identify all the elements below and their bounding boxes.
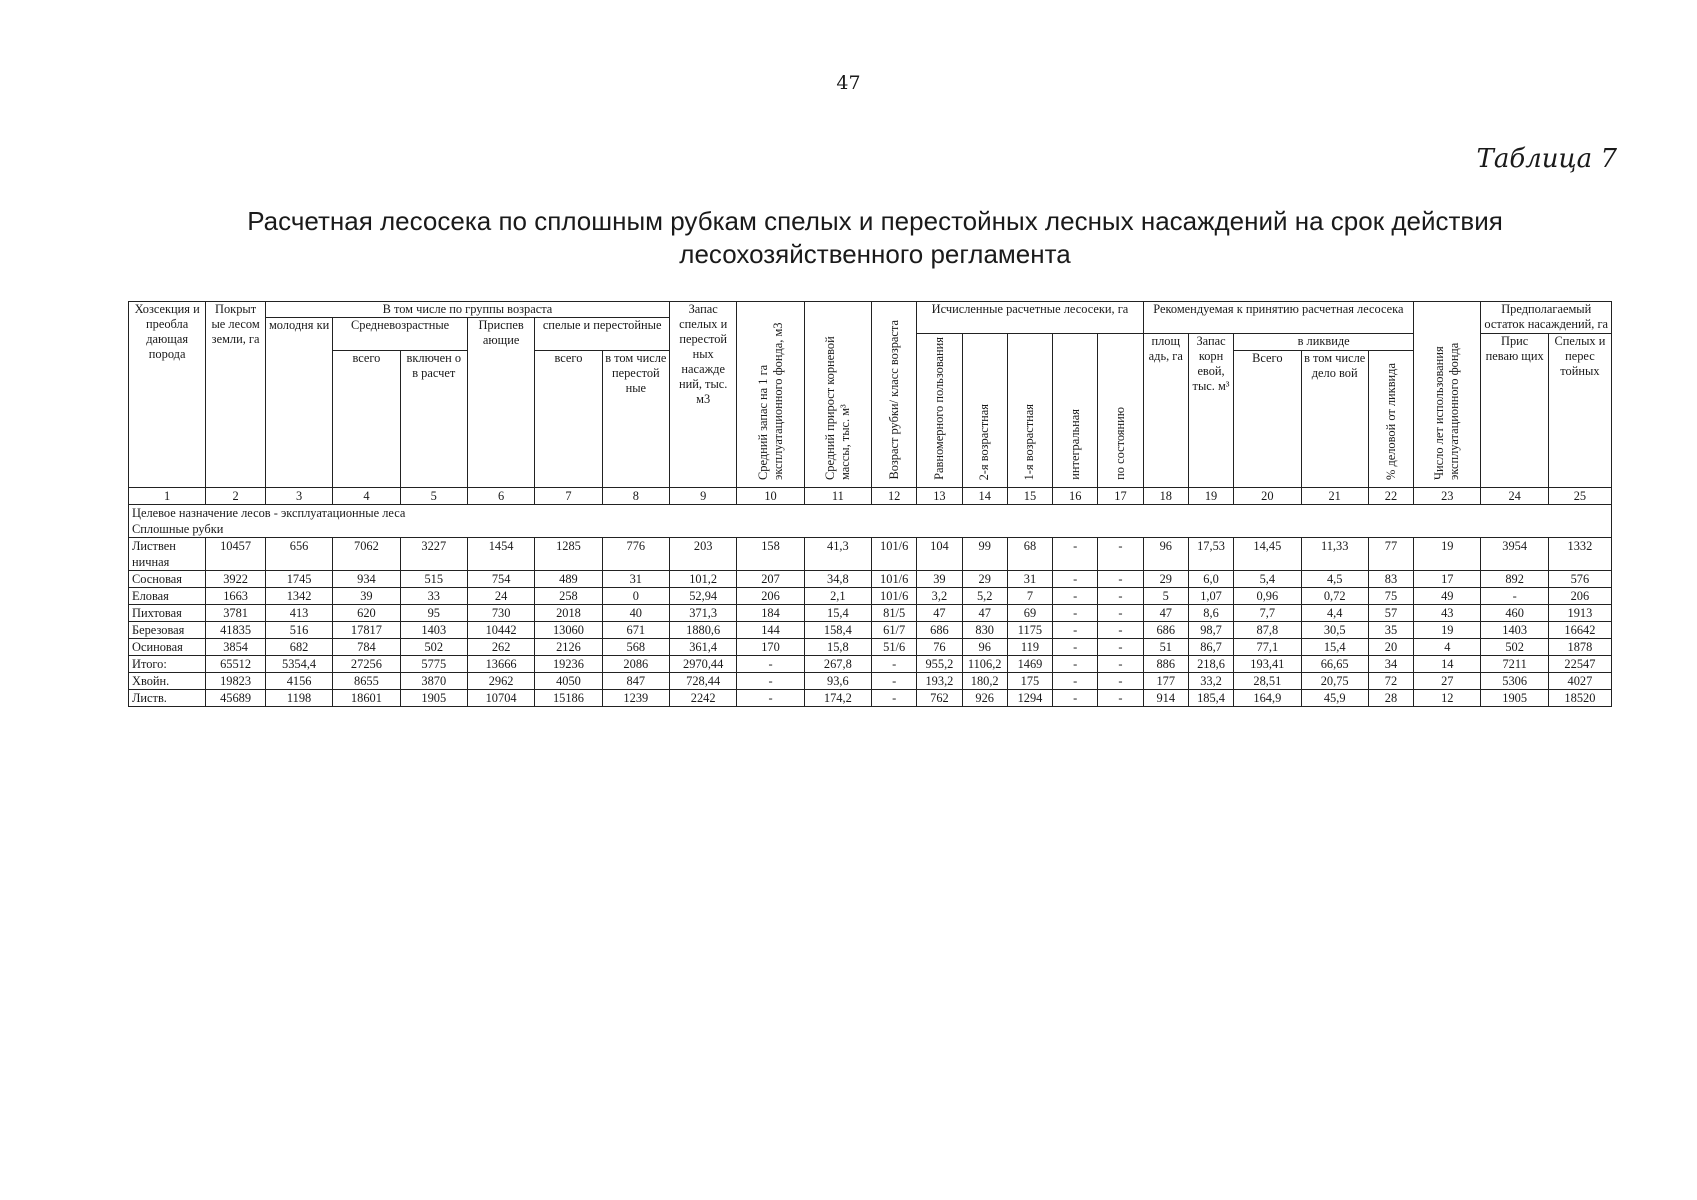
table-cell: 2962 [467,672,534,689]
header-liquid-business: в том числе дело вой [1301,351,1368,488]
table-cell: - [1053,570,1098,587]
table-cell: 568 [602,638,669,655]
table-cell: 18520 [1548,689,1611,706]
table-cell: 95 [400,604,467,621]
header-middle-total: всего [333,351,400,488]
column-number: 12 [872,487,917,504]
table-cell: 3854 [206,638,266,655]
table-cell: 371,3 [670,604,737,621]
column-number: 18 [1143,487,1188,504]
table-cell: 45689 [206,689,266,706]
table-cell: - [1053,689,1098,706]
table-cell: 193,41 [1234,655,1301,672]
table-cell: 3954 [1481,537,1548,570]
row-species: Осиновая [129,638,206,655]
table-cell: 18601 [333,689,400,706]
table-cell: 66,65 [1301,655,1368,672]
header-premature: Приспев ающие [467,318,534,488]
table-cell: 35 [1368,621,1413,638]
table-cell: 27256 [333,655,400,672]
table-cell: 5 [1143,587,1188,604]
table-cell: - [737,655,804,672]
table-cell: 3781 [206,604,266,621]
header-middle-aged: Средневозрастные [333,318,468,351]
table-row [129,655,1612,672]
table-cell: 955,2 [917,655,962,672]
table-cell: 69 [1007,604,1052,621]
table-cell: 75 [1368,587,1413,604]
table-cell: - [1053,638,1098,655]
table-cell: - [1098,604,1143,621]
table-cell: - [1098,655,1143,672]
table-cell: 776 [602,537,669,570]
table-cell: 17,53 [1188,537,1233,570]
table-cell: - [1053,672,1098,689]
header-calculated-cuttings: Исчисленные расчетные лесосеки, га [917,302,1143,334]
table-cell: 158 [737,537,804,570]
table-cell: 39 [917,570,962,587]
table-cell: - [1098,638,1143,655]
header-uniform-use: Равномерного пользования [917,334,962,488]
row-species: Пихтовая [129,604,206,621]
table-cell: 515 [400,570,467,587]
header-liquid-total: Всего [1234,351,1301,488]
table-cell: 5306 [1481,672,1548,689]
table-cell: 98,7 [1188,621,1233,638]
table-cell: 2086 [602,655,669,672]
column-number: 7 [535,487,602,504]
column-number: 11 [804,487,871,504]
table-cell: 686 [1143,621,1188,638]
table-cell: 1469 [1007,655,1052,672]
table-cell: 206 [737,587,804,604]
header-by-condition: по состоянию [1098,334,1143,488]
table-cell: 10457 [206,537,266,570]
table-cell: 43 [1414,604,1481,621]
table-cell: 31 [602,570,669,587]
table-cell: 218,6 [1188,655,1233,672]
table-cell: 158,4 [804,621,871,638]
table-cell: 175 [1007,672,1052,689]
table-row [129,537,1612,570]
table-cell: 99 [962,537,1007,570]
column-number: 20 [1234,487,1301,504]
table-cell: 1294 [1007,689,1052,706]
row-species: Листв. [129,689,206,706]
column-number: 24 [1481,487,1548,504]
document-title: Расчетная лесосека по сплошным рубкам спелых и перестойных лесных насаждений на срок действия лесохозяйственного регламента [247,206,1503,269]
table-cell: 31 [1007,570,1052,587]
table-cell: 81/5 [872,604,917,621]
table-cell: 7062 [333,537,400,570]
table-cell: 29 [1143,570,1188,587]
table-cell: 19823 [206,672,266,689]
table-cell: 28,51 [1234,672,1301,689]
table-cell: 847 [602,672,669,689]
table-cell: 1332 [1548,537,1611,570]
table-cell: 620 [333,604,400,621]
column-number: 9 [670,487,737,504]
table-cell: - [1053,655,1098,672]
table-cell: 5354,4 [265,655,332,672]
table-cell: 1106,2 [962,655,1007,672]
table-cell: 1239 [602,689,669,706]
table-cell: 886 [1143,655,1188,672]
table-cell: 4156 [265,672,332,689]
header-young: молодня ки [265,318,332,488]
table-row [129,570,1612,587]
table-cell: 754 [467,570,534,587]
column-number: 19 [1188,487,1233,504]
table-cell: 76 [917,638,962,655]
table-cell: 101/6 [872,570,917,587]
column-number: 14 [962,487,1007,504]
table-cell: 77,1 [1234,638,1301,655]
column-number: 6 [467,487,534,504]
table-cell: 682 [265,638,332,655]
table-cell: 5,2 [962,587,1007,604]
table-cell: 14,45 [1234,537,1301,570]
table-cell: 193,2 [917,672,962,689]
section-label: Целевое назначение лесов - эксплуатационные леса Сплошные рубки [129,504,1612,537]
header-age-groups: В том числе по группы возраста [265,302,669,318]
table-cell: 1,07 [1188,587,1233,604]
table-cell: 17 [1414,570,1481,587]
table-cell: 72 [1368,672,1413,689]
page-number: 47 [836,72,861,94]
header-remainder-premature: Прис певаю щих [1481,334,1548,488]
table-cell: 12 [1414,689,1481,706]
table-cell: 52,94 [670,587,737,604]
row-species: Еловая [129,587,206,604]
table-cell: 96 [1143,537,1188,570]
forest-harvest-table [128,301,1612,707]
header-years-of-use: Число лет использования эксплуатационного фонда [1414,302,1481,488]
table-cell: 3227 [400,537,467,570]
table-cell: - [1481,587,1548,604]
column-number: 17 [1098,487,1143,504]
table-cell: 206 [1548,587,1611,604]
table-cell: 4050 [535,672,602,689]
header-recommended-cutting: Рекомендуемая к принятию расчетная лесосека [1143,302,1414,334]
table-cell: 47 [917,604,962,621]
table-cell: 0,72 [1301,587,1368,604]
table-cell: 656 [265,537,332,570]
header-first-age: 1-я возрастная [1007,334,1052,488]
table-cell: 34,8 [804,570,871,587]
table-cell: 184 [737,604,804,621]
table-cell: 15,4 [804,604,871,621]
table-cell: 39 [333,587,400,604]
table-label: Таблица 7 [1476,144,1617,174]
table-cell: 361,4 [670,638,737,655]
table-cell: 61/7 [872,621,917,638]
table-cell: - [1053,604,1098,621]
table-cell: 1342 [265,587,332,604]
table-cell: 86,7 [1188,638,1233,655]
table-cell: - [1098,689,1143,706]
table-cell: 177 [1143,672,1188,689]
table-cell: 1913 [1548,604,1611,621]
table-cell: 1878 [1548,638,1611,655]
column-number: 16 [1053,487,1098,504]
table-cell: 4,4 [1301,604,1368,621]
section-row [129,504,1612,537]
table-cell: 164,9 [1234,689,1301,706]
table-cell: - [1098,537,1143,570]
header-liquid: в ликвиде [1234,334,1414,351]
header-mature-total: всего [535,351,602,488]
table-row [129,638,1612,655]
table-cell: 27 [1414,672,1481,689]
table-cell: 4027 [1548,672,1611,689]
header-forest-section: Хозсекция и преобла дающая порода [129,302,206,488]
header-area: площ адь, га [1143,334,1188,488]
table-row [129,621,1612,638]
table-cell: 49 [1414,587,1481,604]
table-cell: 1905 [400,689,467,706]
table-cell: 892 [1481,570,1548,587]
table-cell: 1663 [206,587,266,604]
table-row [129,587,1612,604]
header-covered-area: Покрыт ые лесом земли, га [206,302,266,488]
header-mature-overmature: спелые и перестойные [535,318,670,351]
table-cell: 1745 [265,570,332,587]
table-cell: 1454 [467,537,534,570]
table-cell: 10442 [467,621,534,638]
table-cell: 207 [737,570,804,587]
table-cell: - [872,689,917,706]
table-cell: 1403 [1481,621,1548,638]
table-cell: 267,8 [804,655,871,672]
table-cell: 4,5 [1301,570,1368,587]
table-cell: 576 [1548,570,1611,587]
table-cell: 28 [1368,689,1413,706]
table-cell: 7,7 [1234,604,1301,621]
table-cell: 22547 [1548,655,1611,672]
table-cell: 19 [1414,621,1481,638]
table-cell: 262 [467,638,534,655]
column-number: 22 [1368,487,1413,504]
table-cell: 4 [1414,638,1481,655]
column-number: 21 [1301,487,1368,504]
table-row [129,604,1612,621]
table-cell: - [1053,621,1098,638]
table-cell: 40 [602,604,669,621]
row-species: Хвойн. [129,672,206,689]
table-cell: 2242 [670,689,737,706]
table-cell: 47 [1143,604,1188,621]
table-cell: - [872,655,917,672]
table-cell: 20 [1368,638,1413,655]
table-cell: 170 [737,638,804,655]
table-cell: 17817 [333,621,400,638]
table-cell: - [1098,621,1143,638]
table-cell: 45,9 [1301,689,1368,706]
column-numbers-row [129,487,1612,504]
table-cell: - [737,689,804,706]
table-cell: 1905 [1481,689,1548,706]
header-mature-overmature-incl: в том числе перестой ные [602,351,669,488]
header-cutting-age: Возраст рубки/ класс возраста [872,302,917,488]
table-cell: 3922 [206,570,266,587]
table-cell: 1198 [265,689,332,706]
table-cell: 8,6 [1188,604,1233,621]
table-cell: 93,6 [804,672,871,689]
row-species: Березовая [129,621,206,638]
header-avg-stock-per-ha: Средний запас на 1 га эксплуатационного фонда, м3 [737,302,804,488]
table-cell: 24 [467,587,534,604]
table-cell: 10704 [467,689,534,706]
table-cell: 101/6 [872,537,917,570]
table-cell: 830 [962,621,1007,638]
table-cell: 144 [737,621,804,638]
table-cell: 2,1 [804,587,871,604]
table-cell: 51 [1143,638,1188,655]
table-cell: 784 [333,638,400,655]
table-cell: 174,2 [804,689,871,706]
table-cell: 33 [400,587,467,604]
table-cell: 5775 [400,655,467,672]
header-business-percent: % деловой от ликвида [1368,351,1413,488]
table-cell: 1403 [400,621,467,638]
table-cell: 33,2 [1188,672,1233,689]
table-cell: 502 [1481,638,1548,655]
table-cell: 30,5 [1301,621,1368,638]
column-number: 25 [1548,487,1611,504]
table-cell: 20,75 [1301,672,1368,689]
table-cell: 77 [1368,537,1413,570]
table-cell: 11,33 [1301,537,1368,570]
column-number: 3 [265,487,332,504]
table-cell: 185,4 [1188,689,1233,706]
table-cell: 7 [1007,587,1052,604]
table-cell: - [872,672,917,689]
table-cell: 1880,6 [670,621,737,638]
table-cell: 96 [962,638,1007,655]
table-cell: 34 [1368,655,1413,672]
table-cell: 730 [467,604,534,621]
table-cell: 516 [265,621,332,638]
header-integral: интегральная [1053,334,1098,488]
header-remainder: Предполагаемый остаток насаждений, га [1481,302,1612,334]
column-number: 5 [400,487,467,504]
column-number: 2 [206,487,266,504]
table-cell: 934 [333,570,400,587]
table-cell: 502 [400,638,467,655]
header-middle-included: включен о в расчет [400,351,467,488]
column-number: 13 [917,487,962,504]
table-cell: 15186 [535,689,602,706]
header-root-stock: Запас корн евой, тыс. м³ [1188,334,1233,488]
table-cell: 3870 [400,672,467,689]
table-cell: 2018 [535,604,602,621]
table-cell: 728,44 [670,672,737,689]
table-cell: 15,4 [1301,638,1368,655]
row-species: Листвен ничная [129,537,206,570]
table-row [129,672,1612,689]
column-number: 10 [737,487,804,504]
column-number: 8 [602,487,669,504]
row-species: Итого: [129,655,206,672]
column-number: 1 [129,487,206,504]
table-cell: 83 [1368,570,1413,587]
table-cell: 686 [917,621,962,638]
table-cell: 0,96 [1234,587,1301,604]
table-cell: 41835 [206,621,266,638]
table-cell: 2126 [535,638,602,655]
row-species: Сосновая [129,570,206,587]
table-cell: 7211 [1481,655,1548,672]
table-cell: 19236 [535,655,602,672]
table-cell: 104 [917,537,962,570]
table-cell: 3,2 [917,587,962,604]
table-cell: 489 [535,570,602,587]
table-cell: 1285 [535,537,602,570]
column-number: 4 [333,487,400,504]
header-remainder-mature: Спелых и перес тойных [1548,334,1611,488]
table-cell: 57 [1368,604,1413,621]
table-cell: - [1053,537,1098,570]
table-cell: 460 [1481,604,1548,621]
table-cell: 29 [962,570,1007,587]
table-cell: 41,3 [804,537,871,570]
table-cell: 101,2 [670,570,737,587]
table-cell: 47 [962,604,1007,621]
column-number: 23 [1414,487,1481,504]
table-cell: 413 [265,604,332,621]
table-cell: 926 [962,689,1007,706]
table-cell: 68 [1007,537,1052,570]
table-cell: 914 [1143,689,1188,706]
table-cell: 2970,44 [670,655,737,672]
table-cell: 6,0 [1188,570,1233,587]
table-cell: 65512 [206,655,266,672]
table-cell: 119 [1007,638,1052,655]
table-cell: 258 [535,587,602,604]
table-cell: 19 [1414,537,1481,570]
table-row [129,689,1612,706]
table-cell: 87,8 [1234,621,1301,638]
table-cell: 101/6 [872,587,917,604]
header-avg-increment: Средний прирост корневой массы, тыс. м³ [804,302,871,488]
table-cell: 16642 [1548,621,1611,638]
table-body [129,537,1612,706]
table-cell: 15,8 [804,638,871,655]
column-number: 15 [1007,487,1052,504]
table-cell: - [1098,587,1143,604]
table-cell: 51/6 [872,638,917,655]
table-cell: 0 [602,587,669,604]
header-second-age: 2-я возрастная [962,334,1007,488]
table-cell: 203 [670,537,737,570]
table-cell: - [1098,570,1143,587]
table-cell: - [1098,672,1143,689]
table-cell: 8655 [333,672,400,689]
table-cell: 5,4 [1234,570,1301,587]
header-mature-stock: Запас спелых и перестой ных насажде ний, тыс. м3 [670,302,737,488]
table-cell: 180,2 [962,672,1007,689]
table-cell: 762 [917,689,962,706]
table-cell: 1175 [1007,621,1052,638]
table-cell: - [1053,587,1098,604]
table-cell: 13666 [467,655,534,672]
table-cell: - [737,672,804,689]
table-cell: 671 [602,621,669,638]
table-cell: 14 [1414,655,1481,672]
table-cell: 13060 [535,621,602,638]
